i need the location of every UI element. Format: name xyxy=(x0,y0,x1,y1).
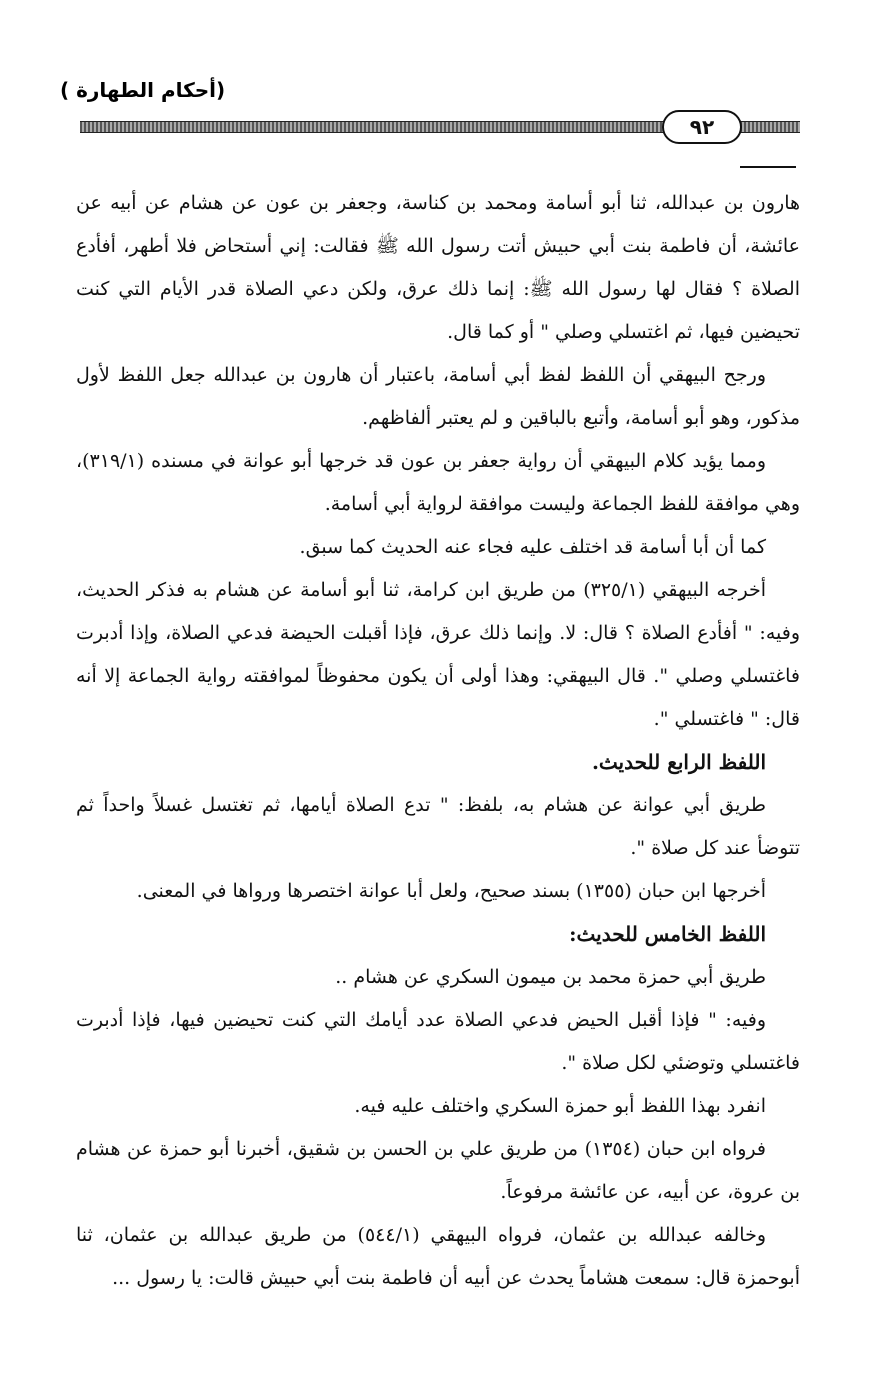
section-heading: اللفظ الرابع للحديث. xyxy=(591,750,766,774)
section-heading: اللفظ الخامس للحديث: xyxy=(569,922,766,946)
paragraph: كما أن أبا أسامة قد اختلف عليه فجاء عنه الحديث كما سبق. xyxy=(299,536,766,558)
paragraph: وفيه: " فإذا أقبل الحيض فدعي الصلاة عدد أيامك التي كنت تحيضين فيها، فإذا أدبرت فاغتسلي وتوضئي لكل صلاة ". xyxy=(76,1009,800,1074)
paragraph: ومما يؤيد كلام البيهقي أن رواية جعفر بن عون قد خرجها أبو عوانة في مسنده (٣١٩/١)، وهي موافقة للفظ الجماعة وليست موافقة لرواية أبي أسامة. xyxy=(76,450,800,515)
paragraph: طريق أبي عوانة عن هشام به، بلفظ: " تدع الصلاة أيامها، ثم تغتسل غسلاً واحداً ثم تتوضأ عند كل صلاة ". xyxy=(76,794,800,859)
paragraph: فرواه ابن حبان (١٣٥٤) من طريق علي بن الحسن بن شقيق، أخبرنا أبو حمزة عن هشام بن عروة، عن أبيه، عن عائشة مرفوعاً. xyxy=(76,1138,800,1203)
paragraph: أخرجها ابن حبان (١٣٥٥) بسند صحيح، ولعل أبا عوانة اختصرها ورواها في المعنى. xyxy=(136,880,766,902)
paragraph: ورجح البيهقي أن اللفظ لفظ أبي أسامة، باعتبار أن هارون بن عبدالله جعل اللفظ لأول مذكور، وهو أبو أسامة، وأتبع بالباقين و لم يعتبر ألفاظهم. xyxy=(76,364,800,429)
footnote-separator-line xyxy=(740,166,796,168)
paragraph: انفرد بهذا اللفظ أبو حمزة السكري واختلف عليه فيه. xyxy=(354,1095,766,1117)
paragraph: طريق أبي حمزة محمد بن ميمون السكري عن هشام .. xyxy=(335,966,766,988)
page-body xyxy=(76,182,800,1300)
paragraph: هارون بن عبدالله، ثنا أبو أسامة ومحمد بن كناسة، وجعفر بن عون عن هشام عن أبيه عن عائشة، أن فاطمة بنت أبي حبيش أتت رسول الله ﷺ فقالت: إني أستحاض فلا أطهر، أفأدع الصلاة ؟ فقال لها رسول الله ﷺ: إنما ذلك عرق، ولكن دعي الصلاة قدر الأيام التي كنت تحيضين فيها، ثم اغتسلي وصلي " أو كما قال. xyxy=(76,192,800,343)
running-header-title: (أحكام الطهارة ) xyxy=(60,78,226,102)
paragraph: وخالفه عبدالله بن عثمان، فرواه البيهقي (٥٤٤/١) من طريق عبدالله بن عثمان، ثنا أبوحمزة قال: سمعت هشاماً يحدث عن أبيه أن فاطمة بنت أبي حبيش قالت: يا رسول ... xyxy=(76,1224,800,1289)
page-number-badge: ٩٢ xyxy=(662,110,742,144)
paragraph: أخرجه البيهقي (٣٢٥/١) من طريق ابن كرامة، ثنا أبو أسامة عن هشام به فذكر الحديث، وفيه: " أفأدع الصلاة ؟ قال: لا. وإنما ذلك عرق، فإذا أقبلت الحيضة فدعي الصلاة، وإذا أدبرت فاغتسلي وصلي ". قال البيهقي: وهذا أولى أن يكون محفوظاً لموافقته رواية الجماعة إلا أنه قال: " فاغتسلي ". xyxy=(76,579,800,730)
